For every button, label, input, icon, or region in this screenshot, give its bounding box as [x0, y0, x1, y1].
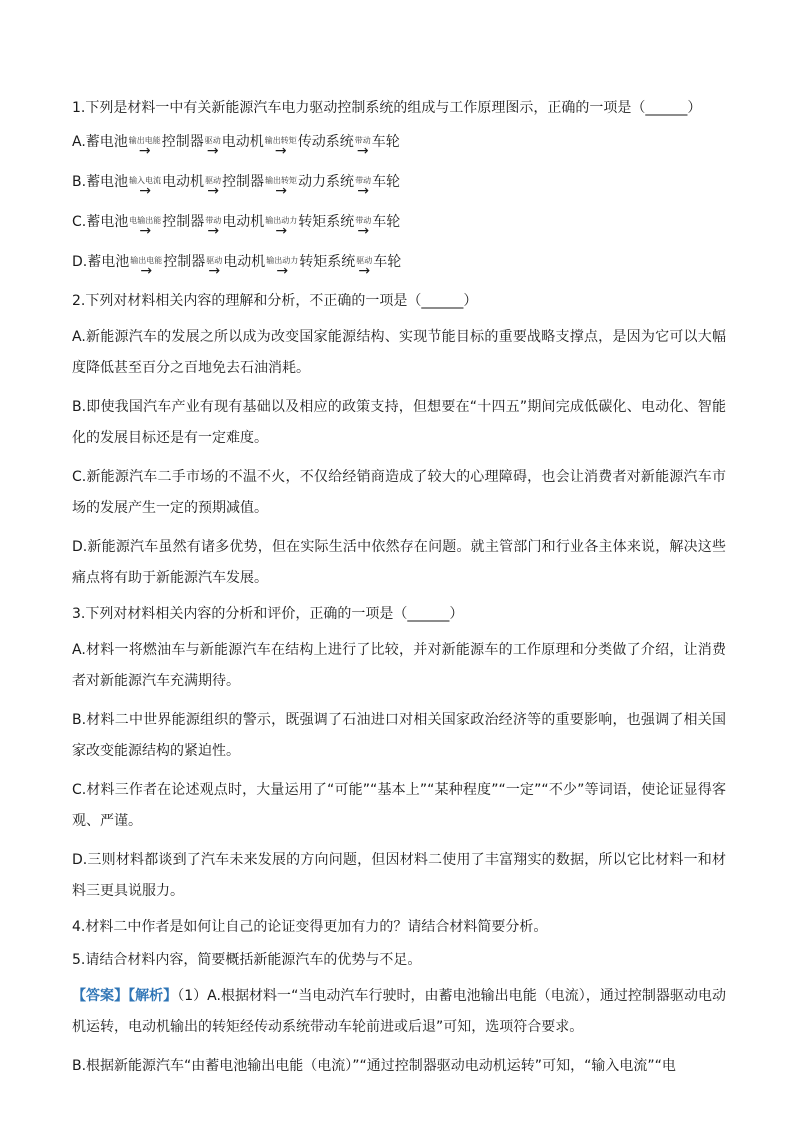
flow-arrow-label: 驱动: [356, 256, 373, 265]
question-3-option-b: B.材料二中世界能源组织的警示，既强调了石油进口对相关国家政治经济等的重要影响，也强调了相关国家改变能源结构的紧迫性。: [72, 712, 726, 759]
flow-node: 转矩系统: [299, 254, 356, 270]
flow-node: 转矩系统: [298, 214, 355, 230]
flow-arrow-label: 驱动: [205, 176, 222, 185]
flow-arrow: [130, 256, 162, 277]
right-arrow-icon: →: [140, 263, 153, 279]
flow-node: 车轮: [372, 214, 401, 230]
right-arrow-icon: →: [206, 143, 219, 159]
flow-arrow-label: 带动: [354, 136, 371, 145]
flow-node: 控制器: [222, 174, 265, 190]
flow-node: 控制器: [163, 254, 206, 270]
right-arrow-icon: →: [139, 183, 151, 199]
question-1-stem: 1.下列是材料一中有关新能源汽车电力驱动控制系统的组成与工作原理图示，正确的一项是（______）: [72, 100, 702, 116]
option-prefix: A.: [72, 134, 86, 150]
answer-paragraph-1: [72, 981, 726, 1043]
right-arrow-icon: →: [139, 223, 152, 239]
question-1-option-c: [72, 209, 726, 239]
flow-arrow-label: 输出动力: [265, 216, 298, 225]
right-arrow-icon: →: [138, 143, 151, 159]
answer-paragraph-2: B.根据新能源汽车“由蓄电池输出电能（电流）”“通过控制器驱动电动机运转”可知，“输入电流”“电: [72, 1058, 676, 1074]
flow-arrow: [129, 216, 161, 237]
flow-arrow-label: 输出电能: [130, 256, 163, 265]
question-3-option-a: A.材料一将燃油车与新能源汽车在结构上进行了比较，并对新能源车的工作原理和分类做了介绍，让消费者对新能源汽车充满期待。: [72, 642, 726, 689]
document-page: [72, 96, 726, 1090]
flow-arrow-label: 带动: [355, 176, 372, 185]
question-1-option-b: [72, 169, 726, 199]
question-2-option-b: B.即使我国汽车产业有现有基础以及相应的政策支持，但想要在“十四五”期间完成低碳化、电动化、智能化的发展目标还是有一定难度。: [72, 399, 726, 446]
question-4: 4.材料二中作者是如何让自己的论证变得更加有力的？请结合材料简要分析。: [72, 919, 548, 935]
flow-node: 动力系统: [298, 174, 355, 190]
right-arrow-icon: →: [358, 263, 371, 279]
question-2-option-a: A.新能源汽车的发展之所以成为改变国家能源结构、实现节能目标的重要战略支撑点，是因为它可以大幅度降低甚至百分之百地免去石油消耗。: [72, 329, 726, 376]
question-2-option-c: C.新能源汽车二手市场的不温不火，不仅给经销商造成了较大的心理障碍，也会让消费者对新能源汽车市场的发展产生一定的预期减值。: [72, 469, 726, 516]
flow-arrow-label: 电输出能: [129, 216, 162, 225]
flow-arrow-label: 驱动: [204, 136, 221, 145]
flow-arrow: [355, 176, 371, 197]
flow-node: 蓄电池: [86, 174, 129, 190]
flow-node: 控制器: [161, 134, 204, 150]
answer-text-1: （1）A.根据材料一“当电动汽车行驶时，由蓄电池输出电能（电流），通过控制器驱动电动机运转，电动机输出的转矩经传动系统带动车轮前进或后退”可知，选项符合要求。: [72, 988, 726, 1035]
flow-arrow: [205, 136, 221, 157]
flow-arrow: [129, 136, 161, 157]
flow-node: 传动系统: [297, 134, 354, 150]
right-arrow-icon: →: [275, 223, 288, 239]
flow-node: 蓄电池: [87, 254, 130, 270]
flow-arrow: [205, 216, 221, 237]
flow-node: 车轮: [371, 134, 400, 150]
right-arrow-icon: →: [357, 183, 369, 199]
flow-node: 车轮: [372, 174, 401, 190]
flow-node: 车轮: [373, 254, 402, 270]
flow-node: 电动机: [221, 134, 264, 150]
flow-node: 电动机: [223, 254, 266, 270]
flow-arrow: [206, 256, 222, 277]
flow-arrow-label: 输出转矩: [264, 136, 297, 145]
option-prefix: D.: [72, 254, 88, 270]
flow-arrow-label: 带动: [205, 216, 222, 225]
right-arrow-icon: →: [357, 223, 370, 239]
answer-tag: 【答案】【解析】: [72, 988, 178, 1004]
flow-arrow: [266, 256, 298, 277]
right-arrow-icon: →: [356, 143, 369, 159]
question-2-option-d: D.新能源汽车虽然有诸多优势，但在实际生活中依然存在问题。就主管部门和行业各主体来说，解决这些痛点将有助于新能源汽车发展。: [72, 539, 726, 586]
option-prefix: C.: [72, 214, 87, 230]
flow-arrow-label: 输出转矩: [265, 176, 298, 185]
flow-arrow: [129, 176, 161, 197]
question-3-option-d: D.三则材料都谈到了汽车未来发展的方向问题，但因材料二使用了丰富翔实的数据，所以它比材料一和材料三更具说服力。: [72, 852, 726, 899]
flow-node: 蓄电池: [85, 134, 128, 150]
right-arrow-icon: →: [274, 143, 287, 159]
flow-arrow-label: 带动: [355, 216, 372, 225]
flow-node: 电动机: [222, 214, 265, 230]
right-arrow-icon: →: [208, 263, 221, 279]
flow-arrow: [355, 136, 371, 157]
question-3-stem: 3.下列对材料相关内容的分析和评价，正确的一项是（______）: [72, 606, 464, 622]
right-arrow-icon: →: [207, 223, 220, 239]
flow-arrow: [265, 136, 297, 157]
question-2-stem: 2.下列对材料相关内容的理解和分析，不正确的一项是（______）: [72, 293, 478, 309]
flow-node: 蓄电池: [86, 214, 129, 230]
flow-arrow: [265, 176, 297, 197]
option-prefix: B.: [72, 174, 87, 190]
right-arrow-icon: →: [276, 263, 289, 279]
flow-arrow-label: 驱动: [206, 256, 223, 265]
question-5: 5.请结合材料内容，简要概括新能源汽车的优势与不足。: [72, 952, 422, 968]
flow-arrow: [355, 216, 371, 237]
question-1-option-a: [72, 129, 726, 159]
flow-arrow-label: 输入电流: [129, 176, 162, 185]
flow-arrow-label: 输出电能: [128, 136, 161, 145]
question-1-option-d: [72, 249, 726, 279]
flow-node: 控制器: [162, 214, 205, 230]
right-arrow-icon: →: [275, 183, 287, 199]
flow-node: 电动机: [162, 174, 205, 190]
question-3-option-c: C.材料三作者在论述观点时，大量运用了“可能”“基本上”“某种程度”“一定”“不少”等词语，使论证显得客观、严谨。: [72, 782, 726, 829]
flow-arrow: [356, 256, 372, 277]
flow-arrow: [205, 176, 221, 197]
question-1-options: [72, 129, 726, 279]
right-arrow-icon: →: [207, 183, 219, 199]
flow-arrow: [265, 216, 297, 237]
flow-arrow-label: 输出动力: [266, 256, 299, 265]
